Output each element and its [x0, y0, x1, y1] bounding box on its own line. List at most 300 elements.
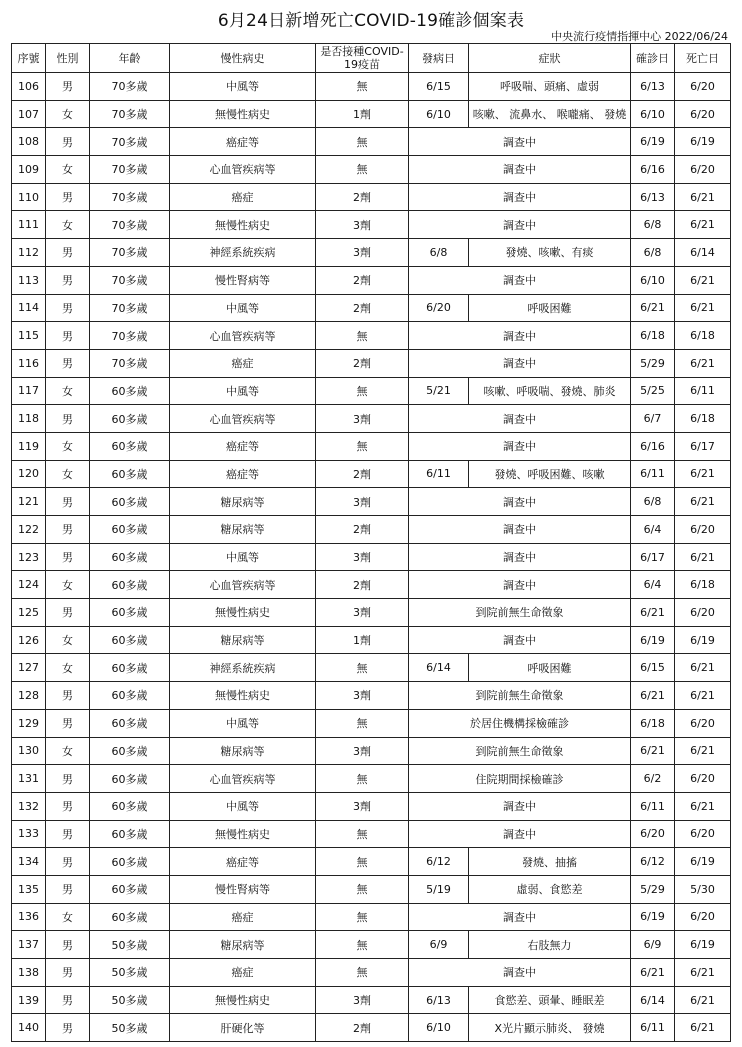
cell-sex: 男: [46, 183, 90, 211]
cell-seq: 115: [12, 322, 46, 350]
cell-chronic: 無慢性病史: [170, 211, 316, 239]
cell-confirm: 6/4: [631, 571, 675, 599]
cell-age: 70多歲: [90, 156, 170, 184]
cell-chronic: 中風等: [170, 73, 316, 101]
cell-seq: 119: [12, 432, 46, 460]
cell-vaccine: 無: [316, 156, 409, 184]
cell-seq: 130: [12, 737, 46, 765]
cell-confirm: 6/16: [631, 432, 675, 460]
cell-chronic: 糖尿病等: [170, 626, 316, 654]
cell-seq: 108: [12, 128, 46, 156]
table-body: [12, 73, 731, 1042]
cell-sex: 女: [46, 156, 90, 184]
header-confirm: 確診日: [631, 44, 675, 73]
table-row: [12, 986, 731, 1014]
cell-death: 6/18: [675, 405, 731, 433]
cell-sex: 女: [46, 737, 90, 765]
cell-sex: 男: [46, 875, 90, 903]
header-symptom: 症狀: [469, 44, 631, 73]
cell-death: 6/21: [675, 654, 731, 682]
cell-age: 60多歲: [90, 792, 170, 820]
cell-symptom: 調查中: [409, 959, 631, 987]
header-onset: 發病日: [409, 44, 469, 73]
cell-vaccine: 無: [316, 959, 409, 987]
cell-vaccine: 無: [316, 654, 409, 682]
cell-age: 60多歲: [90, 405, 170, 433]
cell-age: 70多歲: [90, 294, 170, 322]
cell-vaccine: 2劑: [316, 460, 409, 488]
cell-seq: 109: [12, 156, 46, 184]
cell-symptom: 到院前無生命徵象: [409, 682, 631, 710]
table-row: [12, 931, 731, 959]
cell-death: 6/21: [675, 488, 731, 516]
cell-confirm: 6/20: [631, 820, 675, 848]
cell-death: 6/21: [675, 959, 731, 987]
cell-vaccine: 無: [316, 73, 409, 101]
cell-confirm: 6/10: [631, 100, 675, 128]
cell-death: 6/21: [675, 349, 731, 377]
cell-chronic: 中風等: [170, 294, 316, 322]
cell-sex: 男: [46, 792, 90, 820]
cell-chronic: 癌症等: [170, 432, 316, 460]
cell-death: 6/19: [675, 931, 731, 959]
cell-sex: 男: [46, 322, 90, 350]
cell-sex: 男: [46, 488, 90, 516]
cell-vaccine: 1劑: [316, 100, 409, 128]
cell-symptom: 調查中: [409, 156, 631, 184]
cell-chronic: 心血管疾病等: [170, 156, 316, 184]
cell-chronic: 癌症等: [170, 848, 316, 876]
cell-vaccine: 無: [316, 875, 409, 903]
cell-confirm: 5/29: [631, 349, 675, 377]
cell-symptom: 呼吸困難: [469, 654, 631, 682]
cell-death: 5/30: [675, 875, 731, 903]
cell-age: 50多歲: [90, 959, 170, 987]
table-row: [12, 183, 731, 211]
cell-death: 6/21: [675, 266, 731, 294]
cell-vaccine: 2劑: [316, 1014, 409, 1042]
cases-table: [11, 43, 731, 1042]
cell-vaccine: 2劑: [316, 294, 409, 322]
table-row: [12, 460, 731, 488]
cell-vaccine: 1劑: [316, 626, 409, 654]
cell-chronic: 中風等: [170, 543, 316, 571]
cell-symptom: X光片顯示肺炎、 發燒: [469, 1014, 631, 1042]
cell-seq: 140: [12, 1014, 46, 1042]
cell-sex: 男: [46, 959, 90, 987]
cell-sex: 女: [46, 571, 90, 599]
cell-sex: 男: [46, 349, 90, 377]
cell-age: 60多歲: [90, 377, 170, 405]
cell-confirm: 6/2: [631, 765, 675, 793]
cell-death: 6/20: [675, 599, 731, 627]
table-row: [12, 432, 731, 460]
cell-onset: 6/10: [409, 100, 469, 128]
table-row: [12, 543, 731, 571]
table-row: [12, 571, 731, 599]
cell-symptom: 到院前無生命徵象: [409, 599, 631, 627]
cell-seq: 138: [12, 959, 46, 987]
table-row: [12, 820, 731, 848]
cell-symptom: 調查中: [409, 820, 631, 848]
cell-symptom: 調查中: [409, 266, 631, 294]
cell-onset: 6/14: [409, 654, 469, 682]
cell-chronic: 癌症等: [170, 128, 316, 156]
cell-sex: 男: [46, 1014, 90, 1042]
cell-age: 60多歲: [90, 848, 170, 876]
cell-age: 70多歲: [90, 266, 170, 294]
cell-death: 6/21: [675, 737, 731, 765]
cell-seq: 125: [12, 599, 46, 627]
cell-chronic: 無慢性病史: [170, 100, 316, 128]
cell-onset: 5/21: [409, 377, 469, 405]
cell-age: 60多歲: [90, 432, 170, 460]
cell-age: 70多歲: [90, 349, 170, 377]
cell-age: 70多歲: [90, 100, 170, 128]
cell-death: 6/21: [675, 986, 731, 1014]
cell-age: 50多歲: [90, 931, 170, 959]
cell-vaccine: 無: [316, 820, 409, 848]
cell-chronic: 無慢性病史: [170, 820, 316, 848]
cell-seq: 124: [12, 571, 46, 599]
cell-onset: 6/20: [409, 294, 469, 322]
cell-confirm: 6/18: [631, 709, 675, 737]
cell-confirm: 6/19: [631, 626, 675, 654]
cell-confirm: 5/29: [631, 875, 675, 903]
cell-sex: 男: [46, 543, 90, 571]
table-row: [12, 377, 731, 405]
table-row: [12, 405, 731, 433]
document-title: 6月24日新增死亡COVID-19確診個案表: [217, 11, 525, 31]
table-row: [12, 294, 731, 322]
cell-age: 60多歲: [90, 460, 170, 488]
cell-age: 60多歲: [90, 571, 170, 599]
cell-confirm: 6/10: [631, 266, 675, 294]
cell-chronic: 中風等: [170, 709, 316, 737]
cell-vaccine: 2劑: [316, 266, 409, 294]
cell-vaccine: 3劑: [316, 211, 409, 239]
cell-seq: 117: [12, 377, 46, 405]
table-row: [12, 239, 731, 267]
cell-death: 6/21: [675, 1014, 731, 1042]
cell-age: 60多歲: [90, 599, 170, 627]
cell-seq: 118: [12, 405, 46, 433]
cell-vaccine: 無: [316, 432, 409, 460]
table-row: [12, 959, 731, 987]
cell-seq: 134: [12, 848, 46, 876]
cell-seq: 107: [12, 100, 46, 128]
cell-confirm: 6/11: [631, 460, 675, 488]
cell-death: 6/21: [675, 792, 731, 820]
cell-seq: 131: [12, 765, 46, 793]
cell-symptom: 調查中: [409, 903, 631, 931]
cell-death: 6/14: [675, 239, 731, 267]
cell-age: 50多歲: [90, 986, 170, 1014]
cell-chronic: 心血管疾病等: [170, 571, 316, 599]
table-row: [12, 792, 731, 820]
cell-vaccine: 3劑: [316, 488, 409, 516]
cell-death: 6/18: [675, 322, 731, 350]
cell-sex: 女: [46, 460, 90, 488]
cell-chronic: 癌症: [170, 959, 316, 987]
cell-death: 6/18: [675, 571, 731, 599]
cell-vaccine: 3劑: [316, 986, 409, 1014]
table-row: [12, 765, 731, 793]
table-row: [12, 709, 731, 737]
table-row: [12, 128, 731, 156]
cell-symptom: 右肢無力: [469, 931, 631, 959]
cell-symptom: 調查中: [409, 626, 631, 654]
cell-symptom: 調查中: [409, 792, 631, 820]
cell-chronic: 心血管疾病等: [170, 322, 316, 350]
cell-confirm: 6/14: [631, 986, 675, 1014]
cell-death: 6/11: [675, 377, 731, 405]
cell-death: 6/21: [675, 294, 731, 322]
cell-chronic: 心血管疾病等: [170, 765, 316, 793]
cell-onset: 6/13: [409, 986, 469, 1014]
header-age: 年齡: [90, 44, 170, 73]
cell-onset: 6/9: [409, 931, 469, 959]
cell-sex: 女: [46, 903, 90, 931]
cell-confirm: 6/8: [631, 488, 675, 516]
cell-confirm: 6/4: [631, 516, 675, 544]
cell-sex: 女: [46, 100, 90, 128]
cell-confirm: 6/11: [631, 792, 675, 820]
cell-seq: 132: [12, 792, 46, 820]
table-row: [12, 848, 731, 876]
cell-vaccine: 無: [316, 128, 409, 156]
cell-chronic: 中風等: [170, 792, 316, 820]
cell-symptom: 調查中: [409, 516, 631, 544]
cell-sex: 男: [46, 848, 90, 876]
cell-age: 60多歲: [90, 903, 170, 931]
cell-symptom: 調查中: [409, 128, 631, 156]
cell-onset: 5/19: [409, 875, 469, 903]
cell-age: 60多歲: [90, 543, 170, 571]
cell-death: 6/20: [675, 73, 731, 101]
cell-death: 6/20: [675, 156, 731, 184]
cell-confirm: 6/19: [631, 128, 675, 156]
cell-confirm: 6/21: [631, 959, 675, 987]
cell-seq: 129: [12, 709, 46, 737]
cell-confirm: 6/13: [631, 73, 675, 101]
cell-seq: 123: [12, 543, 46, 571]
cell-symptom: 呼吸喘、頭痛、虛弱: [469, 73, 631, 101]
table-row: [12, 211, 731, 239]
cell-symptom: 到院前無生命徵象: [409, 737, 631, 765]
cell-vaccine: 3劑: [316, 682, 409, 710]
cell-symptom: 調查中: [409, 571, 631, 599]
cell-death: 6/20: [675, 765, 731, 793]
cell-confirm: 6/19: [631, 903, 675, 931]
cell-seq: 114: [12, 294, 46, 322]
cell-chronic: 癌症: [170, 903, 316, 931]
cell-seq: 121: [12, 488, 46, 516]
cell-symptom: 調查中: [409, 488, 631, 516]
table-row: [12, 516, 731, 544]
cell-vaccine: 無: [316, 848, 409, 876]
cell-confirm: 6/13: [631, 183, 675, 211]
cell-chronic: 肝硬化等: [170, 1014, 316, 1042]
cell-sex: 男: [46, 73, 90, 101]
cell-seq: 110: [12, 183, 46, 211]
cell-confirm: 6/8: [631, 239, 675, 267]
cell-symptom: 呼吸困難: [469, 294, 631, 322]
cell-sex: 男: [46, 405, 90, 433]
cell-age: 70多歲: [90, 73, 170, 101]
cell-age: 70多歲: [90, 211, 170, 239]
cell-symptom: 發燒、呼吸困難、咳嗽: [469, 460, 631, 488]
cell-seq: 111: [12, 211, 46, 239]
cell-seq: 126: [12, 626, 46, 654]
cell-age: 70多歲: [90, 183, 170, 211]
cell-vaccine: 無: [316, 931, 409, 959]
cell-symptom: 調查中: [409, 405, 631, 433]
cell-seq: 122: [12, 516, 46, 544]
cell-confirm: 6/7: [631, 405, 675, 433]
cell-vaccine: 2劑: [316, 349, 409, 377]
cell-death: 6/21: [675, 183, 731, 211]
cell-symptom: 調查中: [409, 349, 631, 377]
cell-death: 6/20: [675, 516, 731, 544]
table-row: [12, 1014, 731, 1042]
cell-seq: 106: [12, 73, 46, 101]
cell-symptom: 咳嗽、 流鼻水、 喉嚨痛、 發燒: [469, 100, 631, 128]
cell-age: 60多歲: [90, 516, 170, 544]
table-row: [12, 349, 731, 377]
cell-sex: 男: [46, 128, 90, 156]
cell-chronic: 無慢性病史: [170, 599, 316, 627]
cell-onset: 6/8: [409, 239, 469, 267]
cell-chronic: 無慢性病史: [170, 682, 316, 710]
cell-age: 60多歲: [90, 820, 170, 848]
cell-sex: 女: [46, 377, 90, 405]
cell-symptom: 調查中: [409, 543, 631, 571]
cell-confirm: 6/18: [631, 322, 675, 350]
header-vaccine: 是否接種COVID-19疫苗: [316, 44, 409, 73]
cell-seq: 136: [12, 903, 46, 931]
cell-vaccine: 3劑: [316, 405, 409, 433]
cell-seq: 137: [12, 931, 46, 959]
cell-vaccine: 3劑: [316, 792, 409, 820]
cell-symptom: 調查中: [409, 211, 631, 239]
cell-sex: 男: [46, 294, 90, 322]
table-row: [12, 599, 731, 627]
cell-vaccine: 3劑: [316, 737, 409, 765]
cell-age: 60多歲: [90, 654, 170, 682]
cell-sex: 女: [46, 432, 90, 460]
table-row: [12, 100, 731, 128]
cell-death: 6/20: [675, 709, 731, 737]
cell-vaccine: 2劑: [316, 183, 409, 211]
cell-sex: 男: [46, 765, 90, 793]
cell-symptom: 於居住機構採檢確診: [409, 709, 631, 737]
cell-chronic: 神經系統疾病: [170, 239, 316, 267]
cell-confirm: 6/17: [631, 543, 675, 571]
cell-onset: 6/10: [409, 1014, 469, 1042]
cell-symptom: 虛弱、食慾差: [469, 875, 631, 903]
cell-confirm: 6/15: [631, 654, 675, 682]
cell-sex: 女: [46, 211, 90, 239]
cell-onset: 6/15: [409, 73, 469, 101]
cell-vaccine: 3劑: [316, 239, 409, 267]
table-row: [12, 73, 731, 101]
cell-symptom: 住院期間採檢確診: [409, 765, 631, 793]
cell-onset: 6/12: [409, 848, 469, 876]
cell-confirm: 6/21: [631, 682, 675, 710]
cell-vaccine: 3劑: [316, 543, 409, 571]
cell-death: 6/21: [675, 543, 731, 571]
cell-vaccine: 2劑: [316, 516, 409, 544]
cell-death: 6/19: [675, 626, 731, 654]
cell-death: 6/20: [675, 903, 731, 931]
cell-sex: 男: [46, 599, 90, 627]
cell-confirm: 6/11: [631, 1014, 675, 1042]
cell-seq: 116: [12, 349, 46, 377]
cell-vaccine: 無: [316, 322, 409, 350]
cell-sex: 女: [46, 626, 90, 654]
cell-seq: 133: [12, 820, 46, 848]
cell-chronic: 癌症等: [170, 460, 316, 488]
cell-chronic: 心血管疾病等: [170, 405, 316, 433]
cell-age: 50多歲: [90, 1014, 170, 1042]
cell-chronic: 糖尿病等: [170, 488, 316, 516]
table-row: [12, 266, 731, 294]
cell-sex: 女: [46, 654, 90, 682]
cell-confirm: 6/21: [631, 599, 675, 627]
cell-seq: 139: [12, 986, 46, 1014]
cell-death: 6/21: [675, 211, 731, 239]
cell-sex: 男: [46, 986, 90, 1014]
table-row: [12, 903, 731, 931]
cell-age: 70多歲: [90, 128, 170, 156]
cell-chronic: 中風等: [170, 377, 316, 405]
cell-sex: 男: [46, 931, 90, 959]
cell-chronic: 糖尿病等: [170, 737, 316, 765]
table-row: [12, 737, 731, 765]
table-row: [12, 156, 731, 184]
cell-seq: 113: [12, 266, 46, 294]
cell-chronic: 糖尿病等: [170, 931, 316, 959]
cell-chronic: 神經系統疾病: [170, 654, 316, 682]
cell-age: 60多歲: [90, 626, 170, 654]
table-row: [12, 626, 731, 654]
cell-symptom: 調查中: [409, 183, 631, 211]
cell-confirm: 5/25: [631, 377, 675, 405]
table-row: [12, 488, 731, 516]
cell-confirm: 6/21: [631, 737, 675, 765]
header-sex: 性別: [46, 44, 90, 73]
header-chronic: 慢性病史: [170, 44, 316, 73]
header-row: [12, 44, 731, 73]
header-death: 死亡日: [675, 44, 731, 73]
cell-symptom: 調查中: [409, 432, 631, 460]
cell-symptom: 發燒、咳嗽、有痰: [469, 239, 631, 267]
cell-death: 6/19: [675, 848, 731, 876]
cell-chronic: 癌症: [170, 183, 316, 211]
cell-chronic: 慢性腎病等: [170, 875, 316, 903]
cell-symptom: 發燒、抽搐: [469, 848, 631, 876]
cell-vaccine: 無: [316, 765, 409, 793]
header-seq: 序號: [12, 44, 46, 73]
cell-chronic: 癌症: [170, 349, 316, 377]
cell-vaccine: 2劑: [316, 571, 409, 599]
cell-death: 6/19: [675, 128, 731, 156]
document-subtitle: 中央流行疫情指揮中心 2022/06/24: [551, 30, 728, 43]
cell-vaccine: 3劑: [316, 599, 409, 627]
cell-sex: 男: [46, 516, 90, 544]
cell-age: 60多歲: [90, 875, 170, 903]
